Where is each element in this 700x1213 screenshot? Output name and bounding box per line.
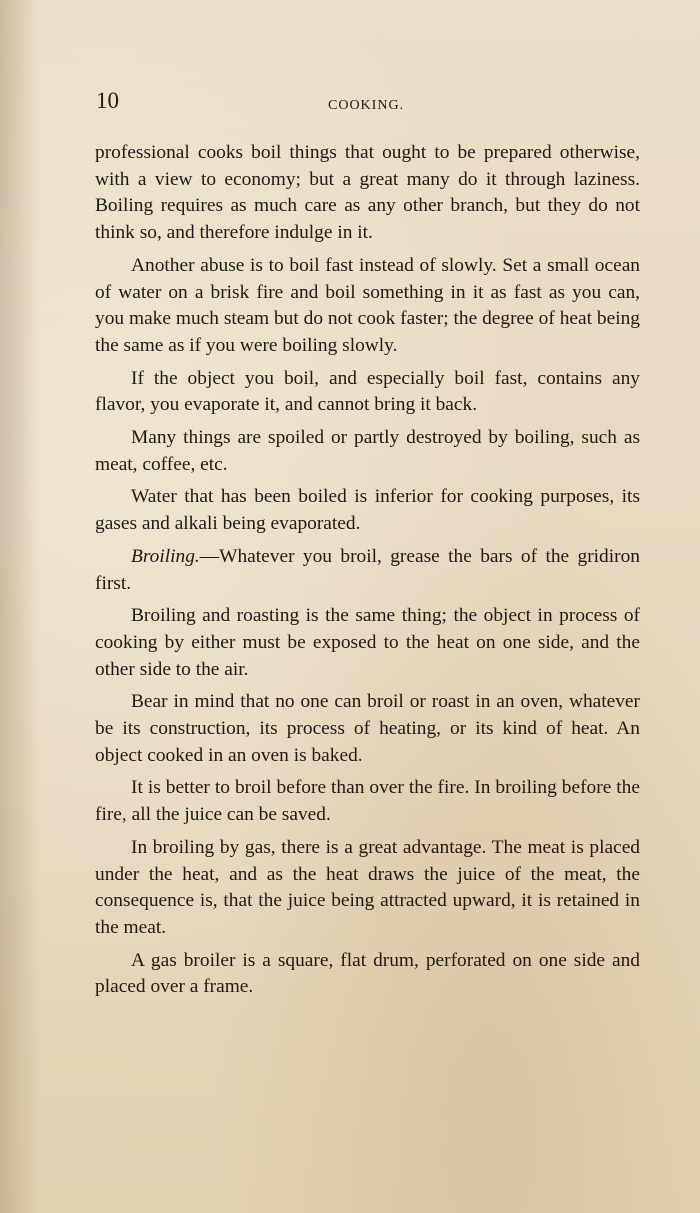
- paragraph-flavor: [95, 366, 640, 419]
- paragraph-text: Water that has been boiled is inferior for cooking purposes, its gases and alkali being evaporated.: [95, 486, 640, 535]
- paragraph-oven: [95, 689, 640, 769]
- paragraph-text: —Whatever you broil, grease the bars of the gridiron first.: [95, 545, 640, 594]
- paragraph-text: Broiling and roasting is the same thing; the object in process of cooking by either must be exposed to the heat on one side, and the other side to the air.: [95, 605, 640, 680]
- body-text: [95, 140, 640, 1007]
- paragraph-text: If the object you boil, and especially boil fast, contains any flavor, you evaporate it, and cannot bring it back.: [95, 367, 640, 416]
- section-heading-broiling: Broiling.: [131, 545, 200, 567]
- paragraph-text: Bear in mind that no one can broil or roast in an oven, whatever be its construction, its process of heating, or its kind of heat. An object cooked in an oven is baked.: [95, 691, 640, 766]
- paragraph-continued: [95, 140, 640, 247]
- paragraph-gas: [95, 835, 640, 942]
- running-head: COOKING.: [328, 98, 405, 113]
- page-header: [96, 88, 640, 122]
- paragraph-text: Many things are spoiled or partly destroyed by boiling, such as meat, coffee, etc.: [95, 427, 640, 475]
- page-number: 10: [96, 88, 119, 113]
- paragraph-spoiled: [95, 425, 640, 478]
- paragraph-text: professional cooks boil things that ought to be prepared otherwise, with a view to economy; but a great many do it through laziness. Boiling requires as much care as any other branch, but they do not think so, and therefore indulge in it.: [95, 142, 640, 244]
- paragraph-roasting: [95, 603, 640, 683]
- paragraph-text: It is better to broil before than over the fire. In broiling before the fire, all the juice can be saved.: [95, 777, 640, 826]
- binding-shadow: [0, 0, 40, 1213]
- paragraph-text: Another abuse is to boil fast instead of slowly. Set a small ocean of water on a brisk fire and boil something in it as fast as you can, you make much steam but do not cook faster; the degree of heat being the same as if you were boiling slowly.: [95, 254, 640, 356]
- paragraph-boil-fast: [95, 253, 640, 360]
- paragraph-gas-broiler: [95, 948, 640, 1001]
- paragraph-text: In broiling by gas, there is a great advantage. The meat is placed under the heat, and as the heat draws the juice of the meat, the consequence is, that the juice being attracted upward, it is retained in the meat.: [95, 836, 640, 938]
- paragraph-before-fire: [95, 775, 640, 828]
- paragraph-boiled-water: [95, 484, 640, 537]
- paragraph-broiling: [95, 544, 640, 597]
- paragraph-text: A gas broiler is a square, flat drum, perforated on one side and placed over a frame.: [95, 949, 640, 998]
